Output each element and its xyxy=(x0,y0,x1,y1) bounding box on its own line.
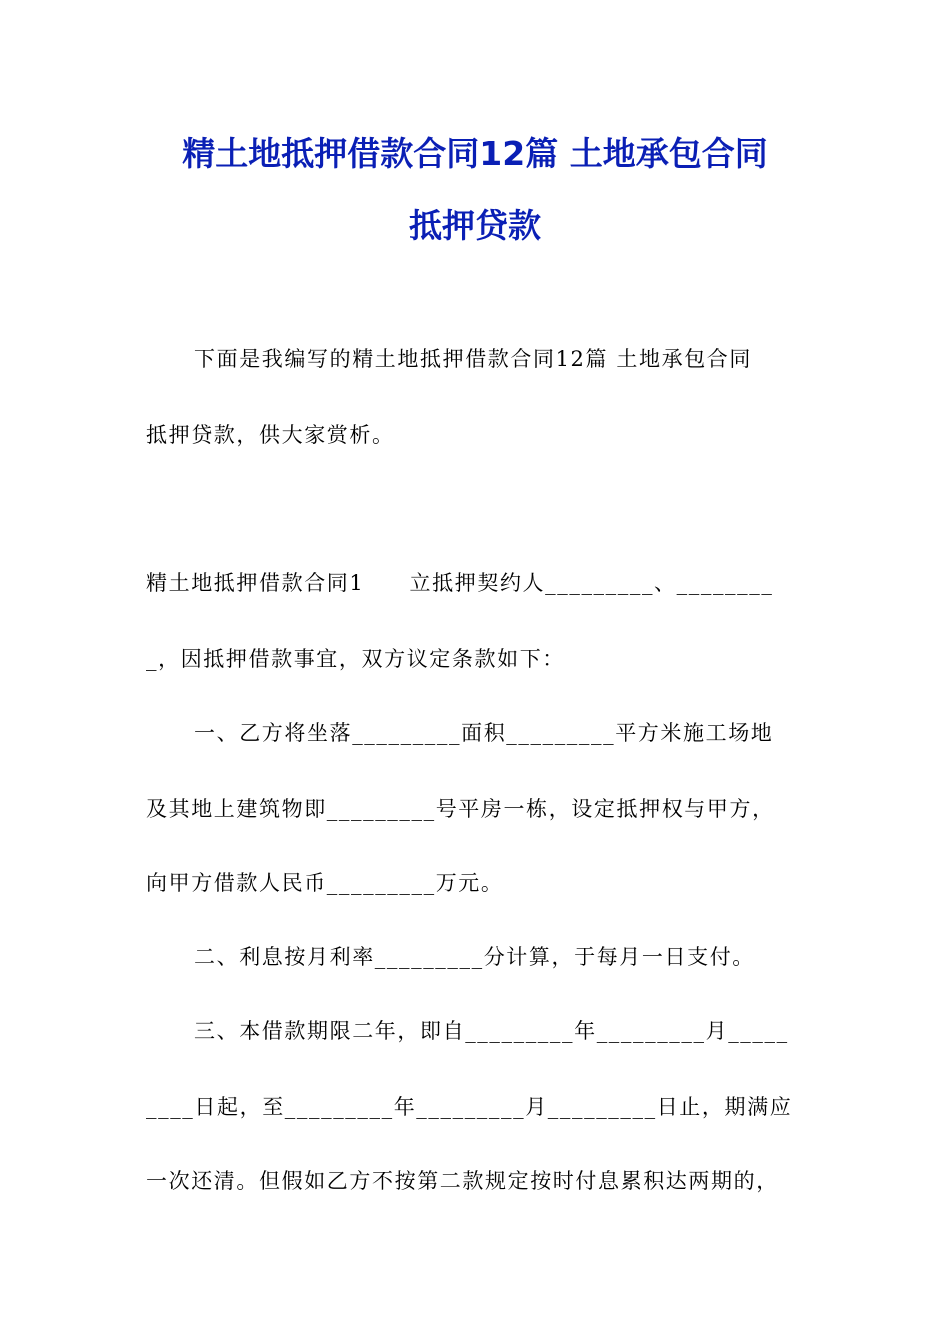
contract-heading-line: 精土地抵押借款合同1 立抵押契约人_________、________ xyxy=(146,571,774,595)
document-title-line-1: 精土地抵押借款合同12篇 土地承包合同 xyxy=(182,134,768,173)
clause-1-line-3: 向甲方借款人民币_________万元。 xyxy=(146,871,504,895)
body-line: _，因抵押借款事宜，双方议定条款如下： xyxy=(146,647,565,671)
clause-2-line-1: 二、利息按月利率_________分计算，于每月一日支付。 xyxy=(194,945,755,969)
clause-3-line-2: ____日起，至_________年_________月_________日止，期满应 xyxy=(146,1095,793,1119)
intro-line-1: 下面是我编写的精土地抵押借款合同12篇 土地承包合同 xyxy=(194,347,752,371)
intro-line-2: 抵押贷款，供大家赏析。 xyxy=(146,423,395,447)
clause-3-line-1: 三、本借款期限二年，即自_________年_________月_____ xyxy=(194,1019,789,1043)
clause-1-line-1: 一、乙方将坐落_________面积_________平方米施工场地 xyxy=(194,721,774,745)
clause-3-line-3: 一次还清。但假如乙方不按第二款规定按时付息累积达两期的， xyxy=(146,1169,779,1193)
document-title-line-2: 抵押贷款 xyxy=(409,206,541,245)
clause-1-line-2: 及其地上建筑物即_________号平房一栋，设定抵押权与甲方， xyxy=(146,797,775,821)
